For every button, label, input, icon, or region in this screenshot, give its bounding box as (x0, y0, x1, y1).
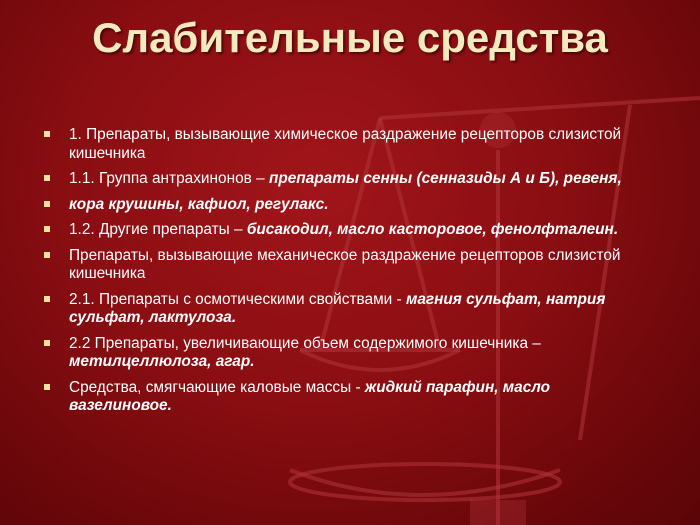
item-emphasis: кора крушины, кафиол, регулакс. (69, 195, 329, 213)
item-emphasis: жидкий парафин, масло вазелиновое. (69, 378, 551, 414)
list-item (42, 291, 632, 328)
bullet-icon (44, 226, 50, 232)
bullet-icon (44, 175, 50, 181)
bullet-icon (44, 384, 50, 390)
item-emphasis: препараты сенны (сенназиды А и Б), ревеня, (268, 170, 622, 187)
list-item (42, 379, 632, 416)
bullet-list (42, 126, 632, 423)
bullet-icon (44, 340, 50, 346)
slide-title: Слабительные средства (92, 14, 608, 61)
bullet-icon (44, 296, 50, 302)
item-text: 1.2. Другие препараты – (69, 221, 247, 238)
bullet-icon (44, 201, 50, 207)
list-item (42, 196, 632, 215)
bullet-icon (44, 131, 50, 137)
item-text: 1.1. Группа антрахинонов – (69, 170, 269, 187)
bullet-icon (44, 252, 50, 258)
list-item (42, 247, 632, 284)
item-emphasis: магния сульфат, натрия сульфат, лактулоза. (69, 290, 606, 326)
item-text: 1. Препараты, вызывающие химическое раздражение рецепторов слизистой кишечника (69, 126, 622, 162)
list-item (42, 170, 632, 189)
list-item (42, 335, 632, 372)
item-text: 2.1. Препараты с осмотическими свойствами - (69, 290, 406, 308)
item-emphasis: метилцеллюлоза, агар. (69, 353, 255, 370)
item-text: Средства, смягчающие каловые массы - (69, 378, 365, 396)
list-item (42, 221, 632, 240)
list-item (42, 126, 632, 163)
item-text: Препараты, вызывающие механическое раздражение рецепторов слизистой кишечника (69, 246, 621, 282)
item-emphasis: бисакодил, масло касторовое, фенолфталеин. (246, 221, 619, 238)
item-text: 2.2 Препараты, увеличивающие объем содержимого кишечника – (69, 334, 541, 352)
